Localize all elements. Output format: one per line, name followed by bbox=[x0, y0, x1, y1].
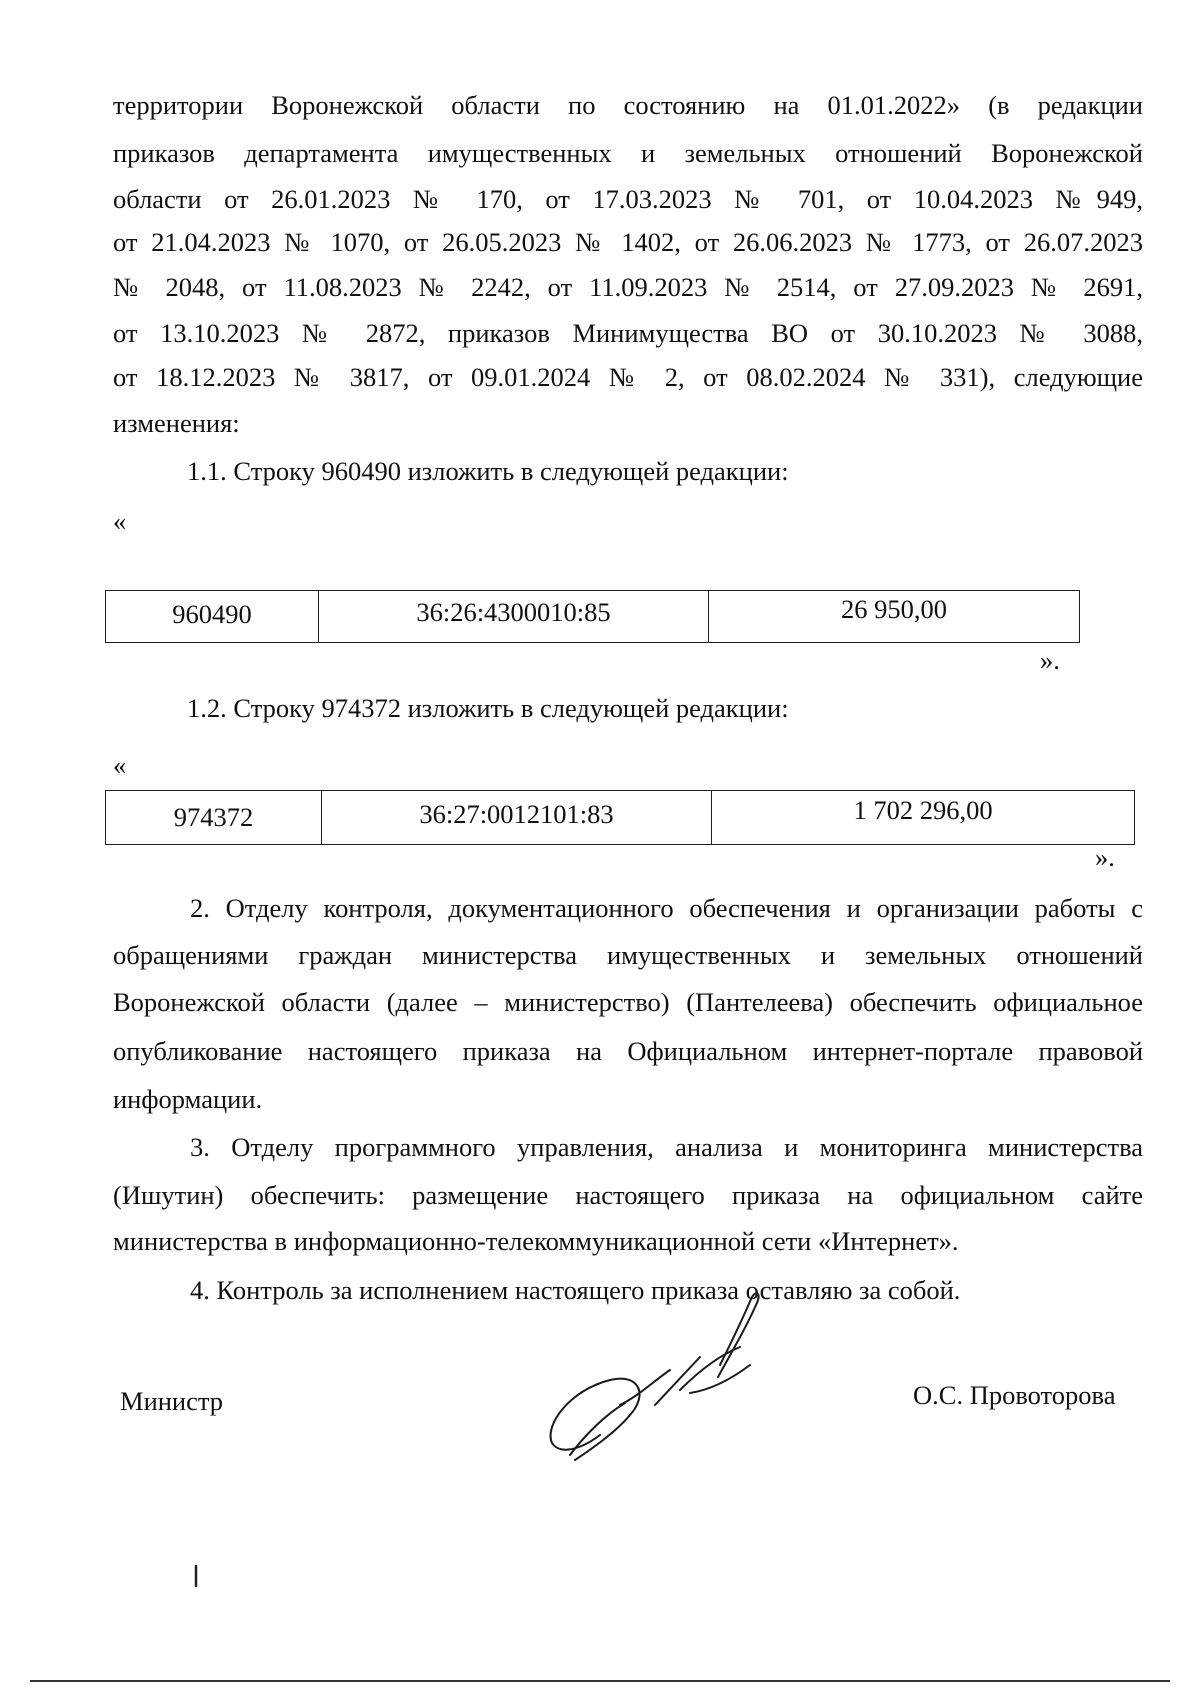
paragraph-line-last: информации. bbox=[113, 1084, 263, 1114]
close-quote: ». bbox=[1095, 842, 1115, 872]
open-quote: « bbox=[113, 506, 127, 536]
signatory-name: О.С. Провоторова bbox=[913, 1380, 1116, 1410]
item-1-2-heading: 1.2. Строку 974372 изложить в следующей редакции: bbox=[187, 693, 789, 723]
paragraph-line: опубликование настоящего приказа на Официальном интернет-портале правовой bbox=[113, 1036, 1143, 1066]
paragraph-line: (Ишутин) обеспечить: размещение настоящего приказа на официальном сайте bbox=[113, 1180, 1143, 1210]
paragraph-line: приказов департамента имущественных и земельных отношений Воронежской bbox=[113, 138, 1143, 168]
open-quote: « bbox=[113, 750, 127, 780]
paragraph-line-last: изменения: bbox=[113, 408, 240, 438]
paragraph-line: от 21.04.2023 № 1070, от 26.05.2023 № 1402, от 26.06.2023 № 1773, от 26.07.2023 bbox=[113, 227, 1143, 257]
row-id-cell: 960490 bbox=[172, 599, 252, 629]
cadastral-value-cell: 26 950,00 bbox=[708, 591, 1079, 642]
cadastral-number-cell: 36:27:0012101:83 bbox=[321, 791, 711, 844]
paragraph-line-last: министерства в информационно-телекоммуникационной сети «Интернет». bbox=[113, 1226, 959, 1256]
handwritten-signature bbox=[530, 1285, 790, 1485]
replacement-row-table bbox=[105, 790, 1135, 845]
item-1-1-heading: 1.1. Строку 960490 изложить в следующей редакции: bbox=[187, 456, 789, 486]
paragraph-line: от 13.10.2023 № 2872, приказов Минимущества ВО от 30.10.2023 № 3088, bbox=[113, 318, 1143, 348]
paragraph-line: от 18.12.2023 № 3817, от 09.01.2024 № 2, от 08.02.2024 № 331), следующие bbox=[113, 362, 1143, 392]
paragraph-line: 3. Отделу программного управления, анализа и мониторинга министерства bbox=[190, 1132, 1143, 1162]
paragraph-line: Воронежской области (далее – министерство) (Пантелеева) обеспечить официальное bbox=[113, 987, 1143, 1017]
page-bottom-edge bbox=[30, 1680, 1170, 1682]
paragraph-line: 2. Отделу контроля, документационного обеспечения и организации работы с bbox=[190, 893, 1143, 923]
paragraph-line: обращениями граждан министерства имущественных и земельных отношений bbox=[113, 940, 1143, 970]
paragraph-line: области от 26.01.2023 № 170, от 17.03.2023 № 701, от 10.04.2023 №949, bbox=[113, 184, 1143, 214]
paragraph-line: территории Воронежской области по состоянию на 01.01.2022» (в редакции bbox=[113, 90, 1143, 120]
scan-mark bbox=[193, 1564, 199, 1588]
paragraph-line: № 2048, от 11.08.2023 № 2242, от 11.09.2023 № 2514, от 27.09.2023 № 2691, bbox=[113, 272, 1143, 302]
replacement-row-table bbox=[105, 590, 1080, 643]
cadastral-number-cell: 36:26:4300010:85 bbox=[318, 591, 708, 642]
cadastral-value-cell: 1 702 296,00 bbox=[711, 791, 1134, 844]
position-label: Министр bbox=[120, 1386, 224, 1416]
row-id-cell: 974372 bbox=[173, 802, 254, 832]
close-quote: ». bbox=[1040, 645, 1060, 675]
item-4-line: 4. Контроль за исполнением настоящего приказа оставляю за собой. bbox=[190, 1275, 961, 1305]
